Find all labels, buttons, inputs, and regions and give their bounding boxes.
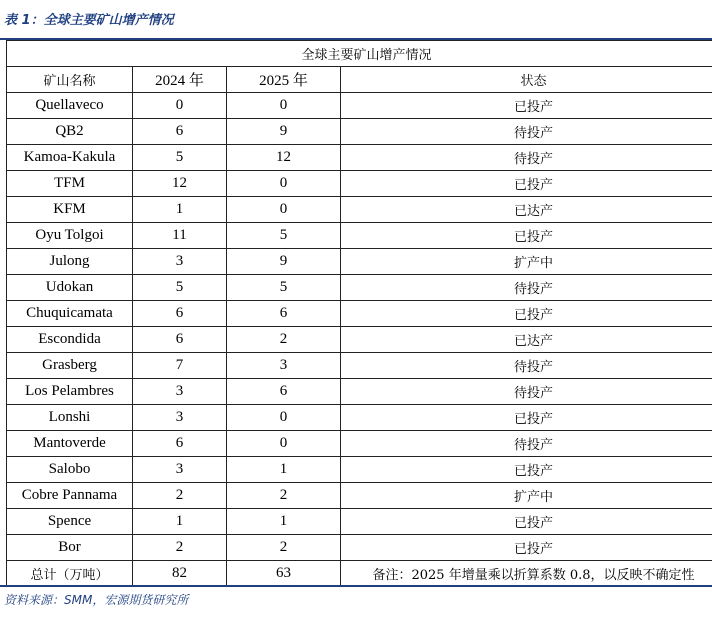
cell-2025: 2 (227, 483, 341, 509)
cell-2024: 6 (133, 431, 227, 457)
cell-mine-name: Lonshi (7, 405, 133, 431)
header-2024: 2024 年 (133, 67, 227, 93)
cell-mine-name: Chuquicamata (7, 301, 133, 327)
cell-2025: 1 (227, 509, 341, 535)
table-row (7, 275, 712, 301)
cell-2025: 2 (227, 327, 341, 353)
cell-mine-name: TFM (7, 171, 133, 197)
cell-2025: 0 (227, 93, 341, 119)
cell-status: 已投产 (341, 301, 712, 327)
cell-status: 已投产 (341, 405, 712, 431)
cell-2024: 3 (133, 379, 227, 405)
cell-status: 待投产 (341, 353, 712, 379)
table-row (7, 93, 712, 119)
table-caption: 表 1：全球主要矿山增产情况 (4, 13, 174, 28)
cell-2025: 2 (227, 535, 341, 561)
table-row (7, 379, 712, 405)
cell-2025: 5 (227, 275, 341, 301)
cell-status: 待投产 (341, 275, 712, 301)
total-note: 备注：2025 年增量乘以折算系数 0.8，以反映不确定性 (341, 561, 712, 587)
cell-2025: 0 (227, 405, 341, 431)
total-2024: 82 (133, 561, 227, 587)
cell-2024: 2 (133, 483, 227, 509)
cell-mine-name: Spence (7, 509, 133, 535)
table-row (7, 223, 712, 249)
table-row (7, 119, 712, 145)
cell-status: 待投产 (341, 145, 712, 171)
source-note: 资料来源：SMM，宏源期货研究所 (4, 593, 189, 607)
mine-table-body (7, 41, 712, 587)
cell-mine-name: Kamoa-Kakula (7, 145, 133, 171)
cell-2025: 0 (227, 171, 341, 197)
cell-2025: 1 (227, 457, 341, 483)
cell-2024: 1 (133, 509, 227, 535)
header-mine-name: 矿山名称 (7, 67, 133, 93)
cell-mine-name: Salobo (7, 457, 133, 483)
cell-status: 已投产 (341, 171, 712, 197)
cell-mine-name: Mantoverde (7, 431, 133, 457)
cell-2025: 9 (227, 249, 341, 275)
cell-mine-name: Los Pelambres (7, 379, 133, 405)
table-row (7, 301, 712, 327)
cell-2024: 12 (133, 171, 227, 197)
cell-status: 待投产 (341, 379, 712, 405)
table-row (7, 353, 712, 379)
table-row (7, 171, 712, 197)
cell-2024: 3 (133, 457, 227, 483)
table-row (7, 509, 712, 535)
cell-mine-name: Bor (7, 535, 133, 561)
table-row (7, 197, 712, 223)
cell-2025: 5 (227, 223, 341, 249)
cell-2025: 0 (227, 197, 341, 223)
cell-mine-name: Udokan (7, 275, 133, 301)
cell-2025: 12 (227, 145, 341, 171)
cell-status: 已投产 (341, 93, 712, 119)
header-status: 状态 (341, 67, 712, 93)
cell-status: 已达产 (341, 327, 712, 353)
cell-mine-name: Cobre Pannama (7, 483, 133, 509)
cell-2024: 6 (133, 327, 227, 353)
cell-status: 待投产 (341, 119, 712, 145)
cell-status: 已投产 (341, 457, 712, 483)
cell-2025: 3 (227, 353, 341, 379)
header-2025: 2025 年 (227, 67, 341, 93)
mine-table (6, 40, 712, 587)
cell-status: 已投产 (341, 509, 712, 535)
table-row (7, 327, 712, 353)
cell-2024: 1 (133, 197, 227, 223)
cell-mine-name: KFM (7, 197, 133, 223)
table-row (7, 145, 712, 171)
cell-status: 扩产中 (341, 483, 712, 509)
table-row (7, 405, 712, 431)
table-header-row (7, 67, 712, 93)
total-2025: 63 (227, 561, 341, 587)
cell-2024: 7 (133, 353, 227, 379)
bottom-rule (0, 585, 712, 587)
cell-2024: 2 (133, 535, 227, 561)
cell-status: 已投产 (341, 223, 712, 249)
cell-mine-name: Julong (7, 249, 133, 275)
table-title: 全球主要矿山增产情况 (7, 41, 712, 67)
cell-2024: 11 (133, 223, 227, 249)
cell-status: 待投产 (341, 431, 712, 457)
cell-2024: 0 (133, 93, 227, 119)
cell-2024: 6 (133, 301, 227, 327)
cell-2025: 6 (227, 301, 341, 327)
table-row (7, 535, 712, 561)
cell-2024: 5 (133, 145, 227, 171)
cell-2024: 6 (133, 119, 227, 145)
cell-mine-name: Quellaveco (7, 93, 133, 119)
cell-2025: 6 (227, 379, 341, 405)
cell-mine-name: QB2 (7, 119, 133, 145)
cell-mine-name: Oyu Tolgoi (7, 223, 133, 249)
table-row (7, 483, 712, 509)
cell-status: 已投产 (341, 535, 712, 561)
cell-status: 扩产中 (341, 249, 712, 275)
total-row (7, 561, 712, 587)
cell-2025: 0 (227, 431, 341, 457)
cell-2024: 3 (133, 405, 227, 431)
table-row (7, 457, 712, 483)
cell-2024: 5 (133, 275, 227, 301)
table-row (7, 249, 712, 275)
cell-2025: 9 (227, 119, 341, 145)
total-label: 总计（万吨） (7, 561, 133, 587)
cell-2024: 3 (133, 249, 227, 275)
table-title-row (7, 41, 712, 67)
table-row (7, 431, 712, 457)
cell-mine-name: Grasberg (7, 353, 133, 379)
cell-mine-name: Escondida (7, 327, 133, 353)
cell-status: 已达产 (341, 197, 712, 223)
